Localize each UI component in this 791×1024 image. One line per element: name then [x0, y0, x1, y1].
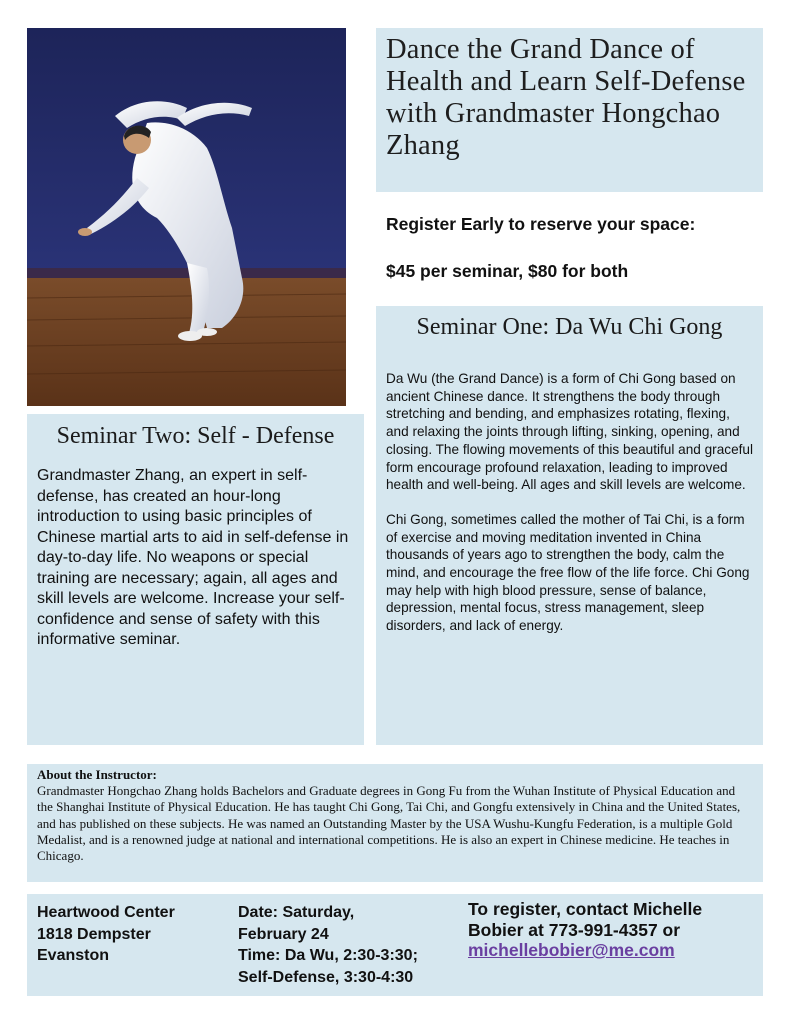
date-value: February 24 [238, 925, 329, 943]
venue-street: 1818 Dempster [37, 925, 151, 943]
about-instructor-panel [27, 764, 763, 882]
title-panel [376, 28, 763, 192]
time-line-2: Self-Defense, 3:30-4:30 [238, 968, 414, 986]
seminar-one-paragraph-2: Chi Gong, sometimes called the mother of Tai Chi, is a form of exercise and moving meditation invented in China thousands of years ago to strengthen the body, calm the mind, and encourage the free flow of the life force. Chi Gong may help with high blood pressure, sense of balance, depression, mental focus, stress management, sleep disorders, and lack of energy. [386, 511, 750, 634]
venue-name: Heartwood Center [37, 904, 175, 921]
register-early-text: Register Early to reserve your space: [386, 214, 696, 234]
venue-city: Evanston [37, 947, 110, 964]
seminar-one-paragraph-1: Da Wu (the Grand Dance) is a form of Chi Gong based on ancient Chinese dance. It strengthens the body through stretching and bending, and emphasizes rotating, flexing, and relaxing the joints through lifting, sinking, opening, and closing. The flowing movements of this beautiful and graceful form encourage profound relaxation, leading to improved health and well-being. All ages and skill levels are welcome. [386, 371, 753, 493]
seminar-one-heading: Seminar One: Da Wu Chi Gong [416, 314, 723, 340]
event-details-panel [27, 894, 763, 996]
about-body: Grandmaster Hongchao Zhang holds Bachelors and Graduate degrees in Gong Fu from the Wuhan Institute of Physical Education and the Shanghai Institute of Physical Education. He has taught Chi Gong, Tai Chi, and Gongfu extensively in China and the United States, and has published on these subjects. He was named an Outstanding Master by the USA Wushu-Kungfu Federation, is a multiple Gold Medalist, and is a renowned judge at national and international competitions. He is also an expert in Chinese medicine. He teaches in Chicago. [37, 783, 741, 864]
email-link[interactable]: michellebobier@me.com [468, 940, 675, 960]
seminar-one-panel [376, 306, 763, 745]
instructor-photo [27, 28, 346, 406]
about-heading: About the Instructor: [37, 767, 157, 782]
seminar-two-heading: Seminar Two: Self - Defense [56, 423, 335, 449]
schedule-block [238, 902, 468, 988]
seminar-two-panel [27, 414, 364, 745]
price-text: $45 per seminar, $80 for both [386, 261, 629, 281]
page-title: Dance the Grand Dance of Health and Learn Self-Defense with Grandmaster Hongchao Zhang [386, 34, 746, 161]
time-line-1: Time: Da Wu, 2:30-3:30; [238, 947, 418, 964]
date-label: Date: Saturday, [238, 904, 355, 921]
contact-block [468, 899, 758, 961]
contact-text: To register, contact Michelle Bobier at 773-991-4357 or [468, 899, 703, 940]
venue-block [37, 902, 227, 967]
seminar-two-paragraph: Grandmaster Zhang, an expert in self-defense, has created an hour-long introduction to using basic principles of Chinese martial arts to aid in self-defense in day-to-day life. No weapons or special training are necessary; again, all ages and skill levels are welcome. Increase your self-confidence and sense of safety with this informative seminar. [37, 467, 349, 648]
